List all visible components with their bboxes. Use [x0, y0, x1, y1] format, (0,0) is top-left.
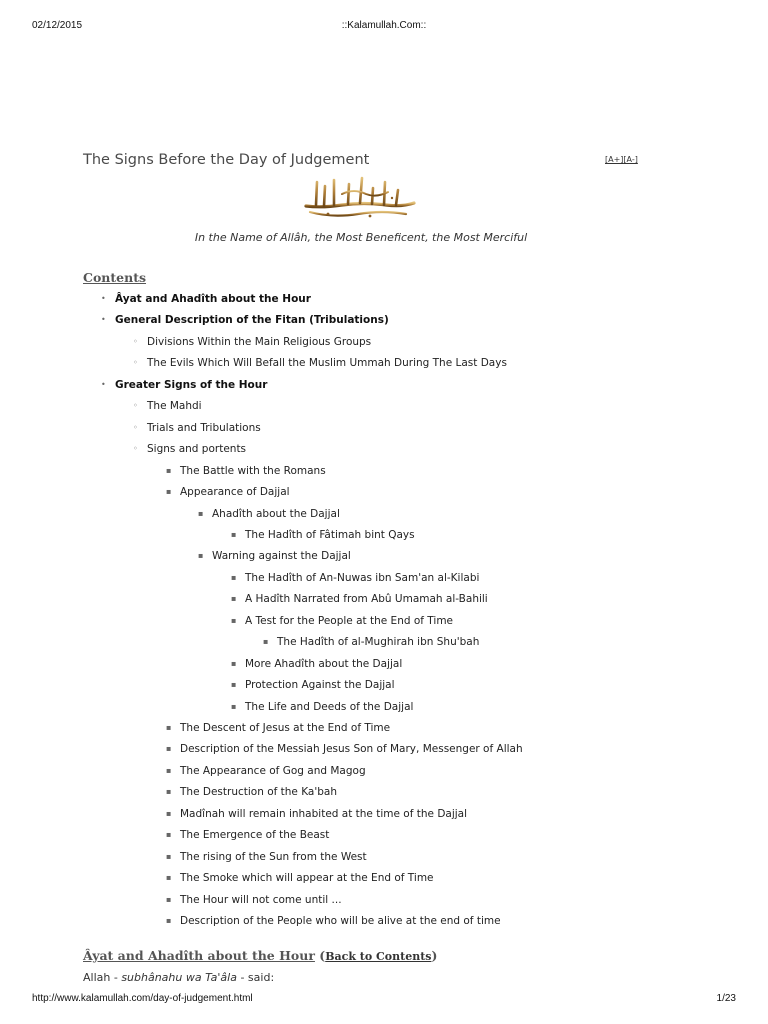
toc-link[interactable]: Divisions Within the Main Religious Groups [147, 335, 372, 348]
intro-prefix: Allah - [83, 971, 122, 984]
toc-bullet: ◦ [133, 401, 138, 411]
toc-link[interactable]: The Evils Which Will Befall the Muslim Ummah During The Last Days [147, 357, 507, 370]
toc-bullet: • [101, 379, 106, 389]
section-heading: Âyat and Ahadîth about the Hour (Back to Contents) [83, 948, 438, 963]
toc-bullet: ◦ [133, 358, 138, 368]
toc-bullet: ▪ [166, 723, 172, 732]
toc-bullet: ◦ [133, 336, 138, 346]
toc-bullet: ▪ [231, 529, 237, 539]
toc-bullet: ▪ [166, 916, 172, 926]
toc-link[interactable]: The Appearance of Gog and Magog [180, 764, 366, 777]
toc-link[interactable]: The Smoke which will appear at the End of Time [180, 872, 434, 885]
toc-bullet: ▪ [263, 637, 269, 647]
toc-bullet: ▪ [166, 830, 172, 840]
print-footer [0, 993, 768, 1007]
toc-link[interactable]: The Mahdi [147, 400, 202, 413]
toc-link[interactable]: Appearance of Dajjal [180, 486, 290, 499]
toc-link[interactable]: Âyat and Ahadîth about the Hour [115, 293, 311, 305]
toc-bullet: ◦ [133, 444, 138, 454]
toc-bullet: ▪ [166, 873, 172, 883]
toc-link[interactable]: The Hour will not come until ... [180, 893, 342, 906]
toc-link[interactable]: The Emergence of the Beast [180, 829, 330, 842]
section-title: Âyat and Ahadîth about the Hour [83, 948, 315, 963]
toc-bullet: ▪ [231, 701, 237, 711]
toc-link[interactable]: The rising of the Sun from the West [180, 850, 367, 863]
toc-link[interactable]: More Ahadîth about the Dajjal [245, 657, 403, 670]
basmala-translation: In the Name of Allâh, the Most Beneficent, the Most Merciful [194, 231, 528, 244]
toc-bullet: ▪ [166, 851, 172, 861]
toc-bullet: • [101, 315, 106, 325]
decrease-font-link[interactable]: [A-] [623, 155, 638, 164]
print-url: http://www.kalamullah.com/day-of-judgement.html [32, 993, 253, 1004]
toc-bullet: ▪ [166, 894, 172, 904]
toc-bullet: ▪ [231, 680, 237, 690]
intro-line [83, 971, 274, 984]
toc-bullet: ▪ [166, 744, 172, 754]
contents-heading[interactable]: Contents [83, 270, 147, 285]
toc-bullet: ▪ [198, 551, 204, 561]
toc-link[interactable]: Greater Signs of the Hour [115, 378, 268, 391]
toc-link[interactable]: Warning against the Dajjal [212, 550, 351, 563]
toc-link[interactable]: Signs and portents [147, 443, 247, 456]
basmala-calligraphy-image [302, 172, 418, 220]
toc-bullet: ▪ [231, 572, 237, 582]
intro-honorific: subhânahu wa Ta'âla [121, 971, 237, 984]
toc-link[interactable]: The Descent of Jesus at the End of Time [180, 722, 391, 734]
toc-link[interactable]: The Hadîth of al-Mughirah ibn Shu'bah [277, 636, 480, 649]
toc-link[interactable]: Trials and Tribulations [147, 421, 261, 434]
toc-bullet: ▪ [166, 465, 172, 475]
toc-link[interactable]: Ahadîth about the Dajjal [212, 507, 340, 520]
toc-link[interactable]: The Battle with the Romans [180, 464, 326, 477]
toc-bullet: ▪ [231, 615, 237, 625]
toc-bullet: ▪ [231, 594, 237, 604]
toc-bullet: ▪ [231, 658, 237, 668]
toc-link[interactable]: A Test for the People at the End of Time [245, 614, 454, 627]
toc-bullet: • [101, 294, 106, 303]
back-to-contents-link[interactable]: Back to Contents [325, 950, 432, 963]
font-size-controls [605, 155, 638, 164]
toc-link[interactable]: Description of the Messiah Jesus Son of Mary, Messenger of Allah [180, 743, 523, 756]
toc-bullet: ▪ [166, 787, 172, 797]
toc-link[interactable]: Protection Against the Dajjal [245, 679, 395, 692]
toc-link[interactable]: The Hadîth of An-Nuwas ibn Sam'an al-Kilabi [245, 571, 480, 584]
print-page-number: 1/23 [716, 993, 736, 1004]
toc-bullet: ◦ [133, 422, 138, 432]
print-header [0, 20, 768, 34]
increase-font-link[interactable]: [A+] [605, 155, 624, 164]
toc-bullet: ▪ [166, 487, 172, 497]
toc-link[interactable]: The Destruction of the Ka'bah [180, 786, 337, 799]
toc-link[interactable]: The Life and Deeds of the Dajjal [245, 700, 414, 713]
toc-link[interactable]: A Hadîth Narrated from Abû Umamah al-Bahili [245, 593, 488, 606]
print-date: 02/12/2015 [32, 20, 83, 31]
toc-bullet: ▪ [166, 765, 172, 775]
intro-suffix: - said: [236, 971, 275, 984]
toc-link[interactable]: Madînah will remain inhabited at the time of the Dajjal [180, 807, 468, 820]
page-title: The Signs Before the Day of Judgement [83, 152, 370, 168]
toc-link[interactable]: Description of the People who will be alive at the end of time [180, 915, 501, 928]
toc-bullet: ▪ [166, 808, 172, 818]
toc-link[interactable]: General Description of the Fitan (Tribulations) [115, 314, 389, 327]
print-site-title: ::Kalamullah.Com:: [341, 20, 427, 31]
toc-link[interactable]: The Hadîth of Fâtimah bint Qays [245, 528, 415, 541]
toc-bullet: ▪ [198, 508, 204, 518]
